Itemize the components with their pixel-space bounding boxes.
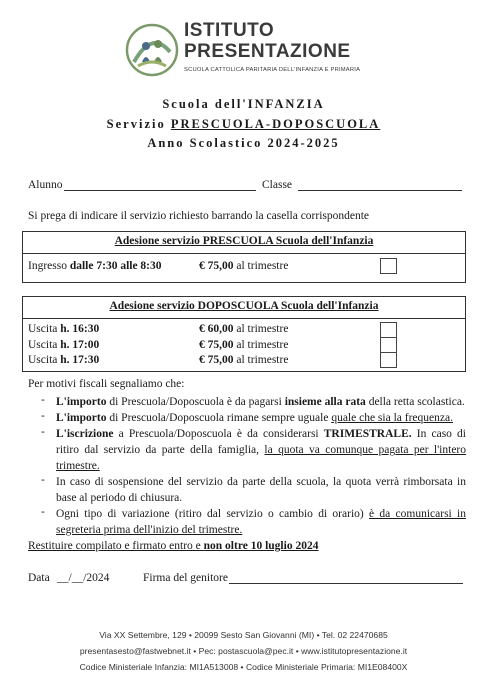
institute-name-line1: ISTITUTO xyxy=(184,20,275,41)
bullet-dash: - xyxy=(41,474,45,486)
note-bold: L'importo xyxy=(56,396,107,408)
doposcuola-price-1 xyxy=(199,323,288,335)
heading-year: Anno Scolastico 2024-2025 xyxy=(147,136,340,150)
note-bullet-1 xyxy=(56,394,466,410)
prescuola-checkbox[interactable] xyxy=(380,258,397,274)
doposcuola-price-amount: € 75,00 xyxy=(199,339,234,351)
note-bullet-5 xyxy=(56,506,466,538)
doposcuola-row-time: h. 17:00 xyxy=(60,339,100,351)
deadline-text-part: Restituire compilato e firmato entro e xyxy=(28,540,204,552)
notes-intro: Per motivi fiscali segnaliamo che: xyxy=(28,378,185,390)
institute-logo xyxy=(124,22,180,78)
doposcuola-row-2 xyxy=(28,339,99,351)
doposcuola-row-prefix: Uscita xyxy=(28,339,61,351)
deadline-note xyxy=(28,540,318,552)
alunno-field[interactable] xyxy=(64,190,256,191)
alunno-label: Alunno xyxy=(28,179,63,191)
doposcuola-row-prefix: Uscita xyxy=(28,354,61,366)
heading-school: Scuola dell'INFANZIA xyxy=(162,97,325,111)
deadline-date: non oltre 10 luglio 2024 xyxy=(203,540,319,552)
footer-codes: Codice Ministeriale Infanzia: MI1A513008 • Codice Ministeriale Primaria: MI1E08400X xyxy=(79,662,408,672)
prescuola-divider xyxy=(23,253,465,254)
note-underlined: quale che sia la frequenza. xyxy=(331,412,453,424)
note-text: Ogni tipo di variazione (ritiro dal servizio o cambio di orario) xyxy=(56,508,370,520)
doposcuola-row-time: h. 16:30 xyxy=(60,323,100,335)
prescuola-row-time xyxy=(28,260,162,272)
note-text: In caso di ritiro dal servizio da parte della famiglia, xyxy=(56,428,466,457)
note-underlined: è da comunicarsi in segreteria prima dell'inizio del trimestre. xyxy=(56,508,466,537)
doposcuola-row-prefix: Uscita xyxy=(28,323,61,335)
classe-label: Classe xyxy=(262,179,293,191)
classe-field[interactable] xyxy=(298,190,462,191)
bullet-dash: - xyxy=(41,394,45,406)
prescuola-box xyxy=(22,231,466,283)
doposcuola-price-3 xyxy=(199,354,288,366)
firma-label: Firma del genitore xyxy=(143,572,228,584)
prescuola-price-suffix: al trimestre xyxy=(233,260,289,272)
footer-address: Via XX Settembre, 129 • 20099 Sesto San Giovanni (MI) • Tel. 02 22470685 xyxy=(99,630,388,640)
doposcuola-checkbox-1630[interactable] xyxy=(380,322,397,338)
note-bold: L'iscrizione xyxy=(56,428,114,440)
heading-service xyxy=(0,117,487,132)
bullet-dash: - xyxy=(41,426,45,438)
note-text: di Prescuola/Doposcuola rimane sempre uguale xyxy=(106,412,332,424)
note-text: della retta scolastica. xyxy=(365,396,465,408)
prescuola-row-hours: dalle 7:30 alle 8:30 xyxy=(69,260,162,272)
note-bullet-3 xyxy=(56,426,466,475)
prescuola-title-text: Adesione servizio PRESCUOLA Scuola dell'Infanzia xyxy=(114,235,374,247)
doposcuola-box xyxy=(22,296,466,372)
doposcuola-row-time: h. 17:30 xyxy=(60,354,100,366)
doposcuola-checkbox-1700[interactable] xyxy=(380,337,397,353)
heading-service-name: PRESCUOLA-DOPOSCUOLA xyxy=(170,117,381,131)
note-text: di Prescuola/Doposcuola è da pagarsi xyxy=(106,396,285,408)
doposcuola-title xyxy=(23,300,465,312)
note-underlined: la quota va comunque pagata per l'intero trimestre. xyxy=(56,444,467,473)
note-bullet-2 xyxy=(56,410,466,426)
note-bold: insieme alla rata xyxy=(284,396,366,408)
doposcuola-title-text: Adesione servizio DOPOSCUOLA Scuola dell'Infanzia xyxy=(109,300,379,312)
doposcuola-price-suffix: al trimestre xyxy=(233,339,289,351)
bullet-dash: - xyxy=(41,506,45,518)
prescuola-row-prefix: Ingresso xyxy=(28,260,70,272)
data-label: Data xyxy=(28,572,50,584)
prescuola-title xyxy=(23,235,465,247)
doposcuola-checkbox-1730[interactable] xyxy=(380,352,397,368)
note-bold: TRIMESTRALE. xyxy=(323,428,412,440)
doposcuola-price-suffix: al trimestre xyxy=(233,323,289,335)
prescuola-price xyxy=(199,260,288,272)
doposcuola-price-amount: € 60,00 xyxy=(199,323,234,335)
note-bullet-4: In caso di sospensione del servizio da parte della scuola, la quota verrà rimborsata in base al periodo di chiusura. xyxy=(56,476,466,505)
institute-name-line2: PRESENTAZIONE xyxy=(184,41,351,62)
signature-field[interactable] xyxy=(229,583,463,584)
bullet-dash: - xyxy=(41,410,45,422)
doposcuola-row-1 xyxy=(28,323,99,335)
institute-tagline: SCUOLA CATTOLICA PARITARIA DELL'INFANZIA E PRIMARIA xyxy=(184,67,361,73)
footer-contacts: presentasesto@fastwebnet.it • Pec: postascuola@pec.it • www.istitutopresentazione.it xyxy=(79,646,408,656)
heading-service-prefix: Servizio xyxy=(106,117,171,131)
note-bold: L'importo xyxy=(56,412,107,424)
prescuola-price-amount: € 75,00 xyxy=(199,260,234,272)
note-text: a Prescuola/Doposcuola è da considerarsi xyxy=(113,428,324,440)
doposcuola-row-3 xyxy=(28,354,99,366)
doposcuola-price-2 xyxy=(199,339,288,351)
doposcuola-divider xyxy=(23,318,465,319)
deadline-text xyxy=(28,540,318,552)
instruction-text: Si prega di indicare il servizio richiesto barrando la casella corrispondente xyxy=(28,210,370,222)
doposcuola-price-amount: € 75,00 xyxy=(199,354,234,366)
date-field[interactable]: __/__/2024 xyxy=(57,572,110,584)
doposcuola-price-suffix: al trimestre xyxy=(233,354,289,366)
